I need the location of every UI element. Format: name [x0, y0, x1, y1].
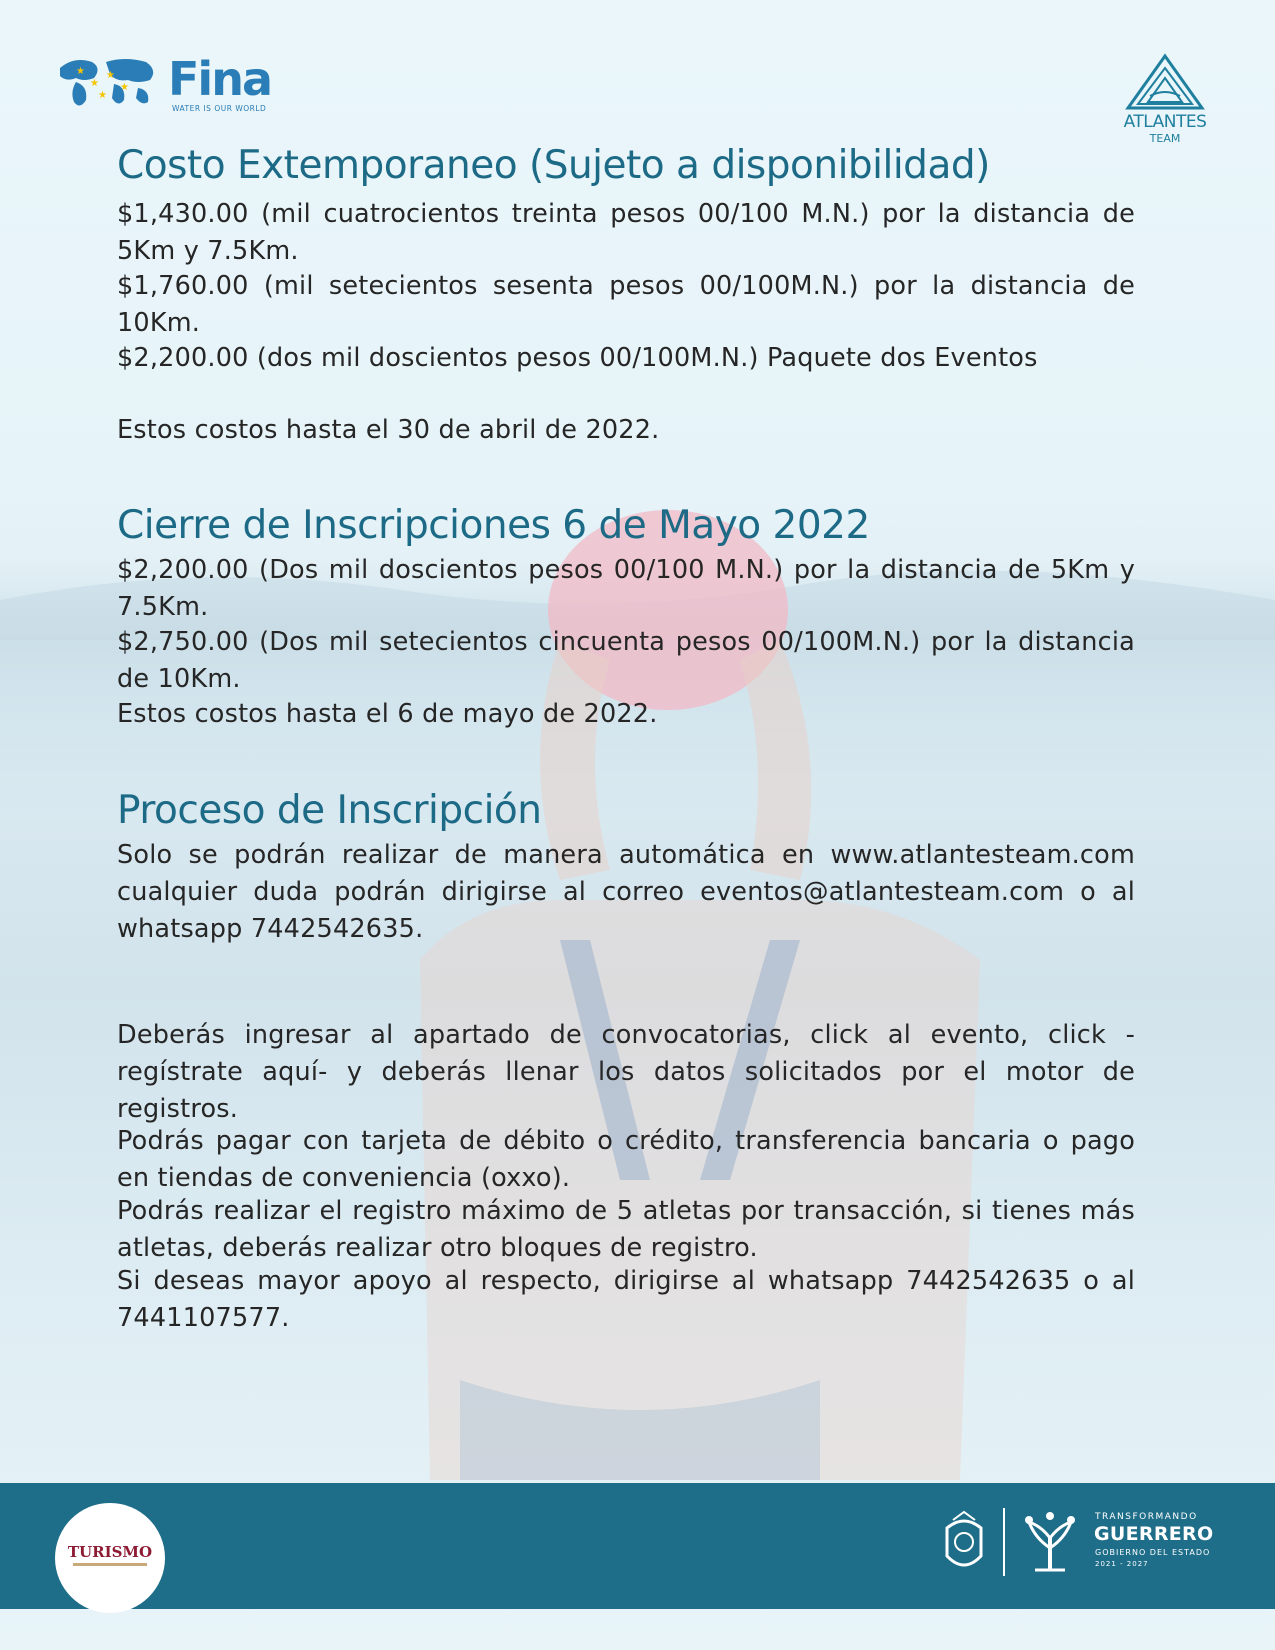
registration-online-info: Solo se podrán realizar de manera automática en www.atlantesteam.com cualquier duda podrán dirigirse al correo eventos@atlantesteam.com o al whatsapp 7442542635.	[117, 840, 1135, 944]
fina-logo	[54, 52, 274, 120]
atlantes-team-logo	[1110, 52, 1220, 152]
guerrero-tree-icon	[1015, 1508, 1085, 1578]
guerrero-line3: GOBIERNO DEL ESTADO	[1095, 1548, 1211, 1557]
deadline-note-may: Estos costos hasta el 6 de mayo de 2022.	[117, 699, 658, 729]
atlantes-logo-name: ATLANTES	[1123, 112, 1207, 132]
turismo-logo-rule	[73, 1563, 147, 1566]
globe-icon	[54, 52, 164, 114]
section-heading-extemporaneo: Costo Extemporaneo (Sujeto a disponibilidad)	[117, 143, 990, 188]
price-5km-7-5km-extemporaneo: $1,430.00 (mil cuatrocientos treinta pesos 00/100 M.N.) por la distancia de 5Km y 7.5Km.	[117, 199, 1135, 266]
turismo-logo	[55, 1503, 165, 1613]
price-10km-extemporaneo: $1,760.00 (mil setecientos sesenta pesos 00/100M.N.) por la distancia de 10Km.	[117, 271, 1135, 338]
guerrero-line1: TRANSFORMANDO	[1095, 1512, 1198, 1522]
price-5km-7-5km-cierre: $2,200.00 (Dos mil doscientos pesos 00/100 M.N.) por la distancia de 5Km y 7.5Km.	[117, 555, 1135, 622]
svg-text:★: ★	[76, 66, 85, 77]
athletes-per-transaction: Podrás realizar el registro máximo de 5 atletas por transacción, si tienes más atletas, deberás realizar otro bloques de registro.	[117, 1196, 1135, 1263]
svg-text:★: ★	[120, 82, 129, 93]
guerrero-line4: 2021 - 2027	[1095, 1560, 1149, 1568]
svg-text:★: ★	[98, 90, 107, 101]
deadline-note-april: Estos costos hasta el 30 de abril de 2022.	[117, 415, 660, 445]
svg-text:★: ★	[90, 78, 99, 89]
atlantes-logo-sub: TEAM	[1149, 132, 1181, 145]
price-two-events-package: $2,200.00 (dos mil doscientos pesos 00/100M.N.) Paquete dos Eventos	[117, 343, 1038, 373]
price-10km-cierre: $2,750.00 (Dos mil setecientos cincuenta pesos 00/100M.N.) por la distancia de 10Km.	[117, 627, 1135, 694]
section-heading-cierre-inscripciones: Cierre de Inscripciones 6 de Mayo 2022	[117, 503, 870, 548]
payment-methods: Podrás pagar con tarjeta de débito o crédito, transferencia bancaria o pago en tiendas de conveniencia (oxxo).	[117, 1126, 1135, 1193]
atlantes-triangle-icon	[1110, 52, 1220, 112]
fina-logo-word: Fina	[168, 52, 271, 106]
guerrero-line2: GUERRERO	[1094, 1523, 1214, 1545]
logo-separator	[1003, 1508, 1005, 1576]
registration-steps: Deberás ingresar al apartado de convocatorias, click al evento, click - regístrate aquí- y deberás llenar los datos solicitados por el motor de registros.	[117, 1020, 1135, 1124]
section-heading-proceso-inscripcion: Proceso de Inscripción	[117, 788, 542, 833]
turismo-logo-text: TURISMO	[67, 1543, 153, 1561]
guerrero-government-logo	[935, 1500, 1225, 1590]
support-contact: Si deseas mayor apoyo al respecto, dirigirse al whatsapp 7442542635 o al 7441107577.	[117, 1266, 1135, 1333]
svg-text:★: ★	[106, 70, 115, 81]
fina-logo-tagline: WATER IS OUR WORLD	[172, 104, 267, 113]
state-seal-icon	[939, 1508, 989, 1578]
